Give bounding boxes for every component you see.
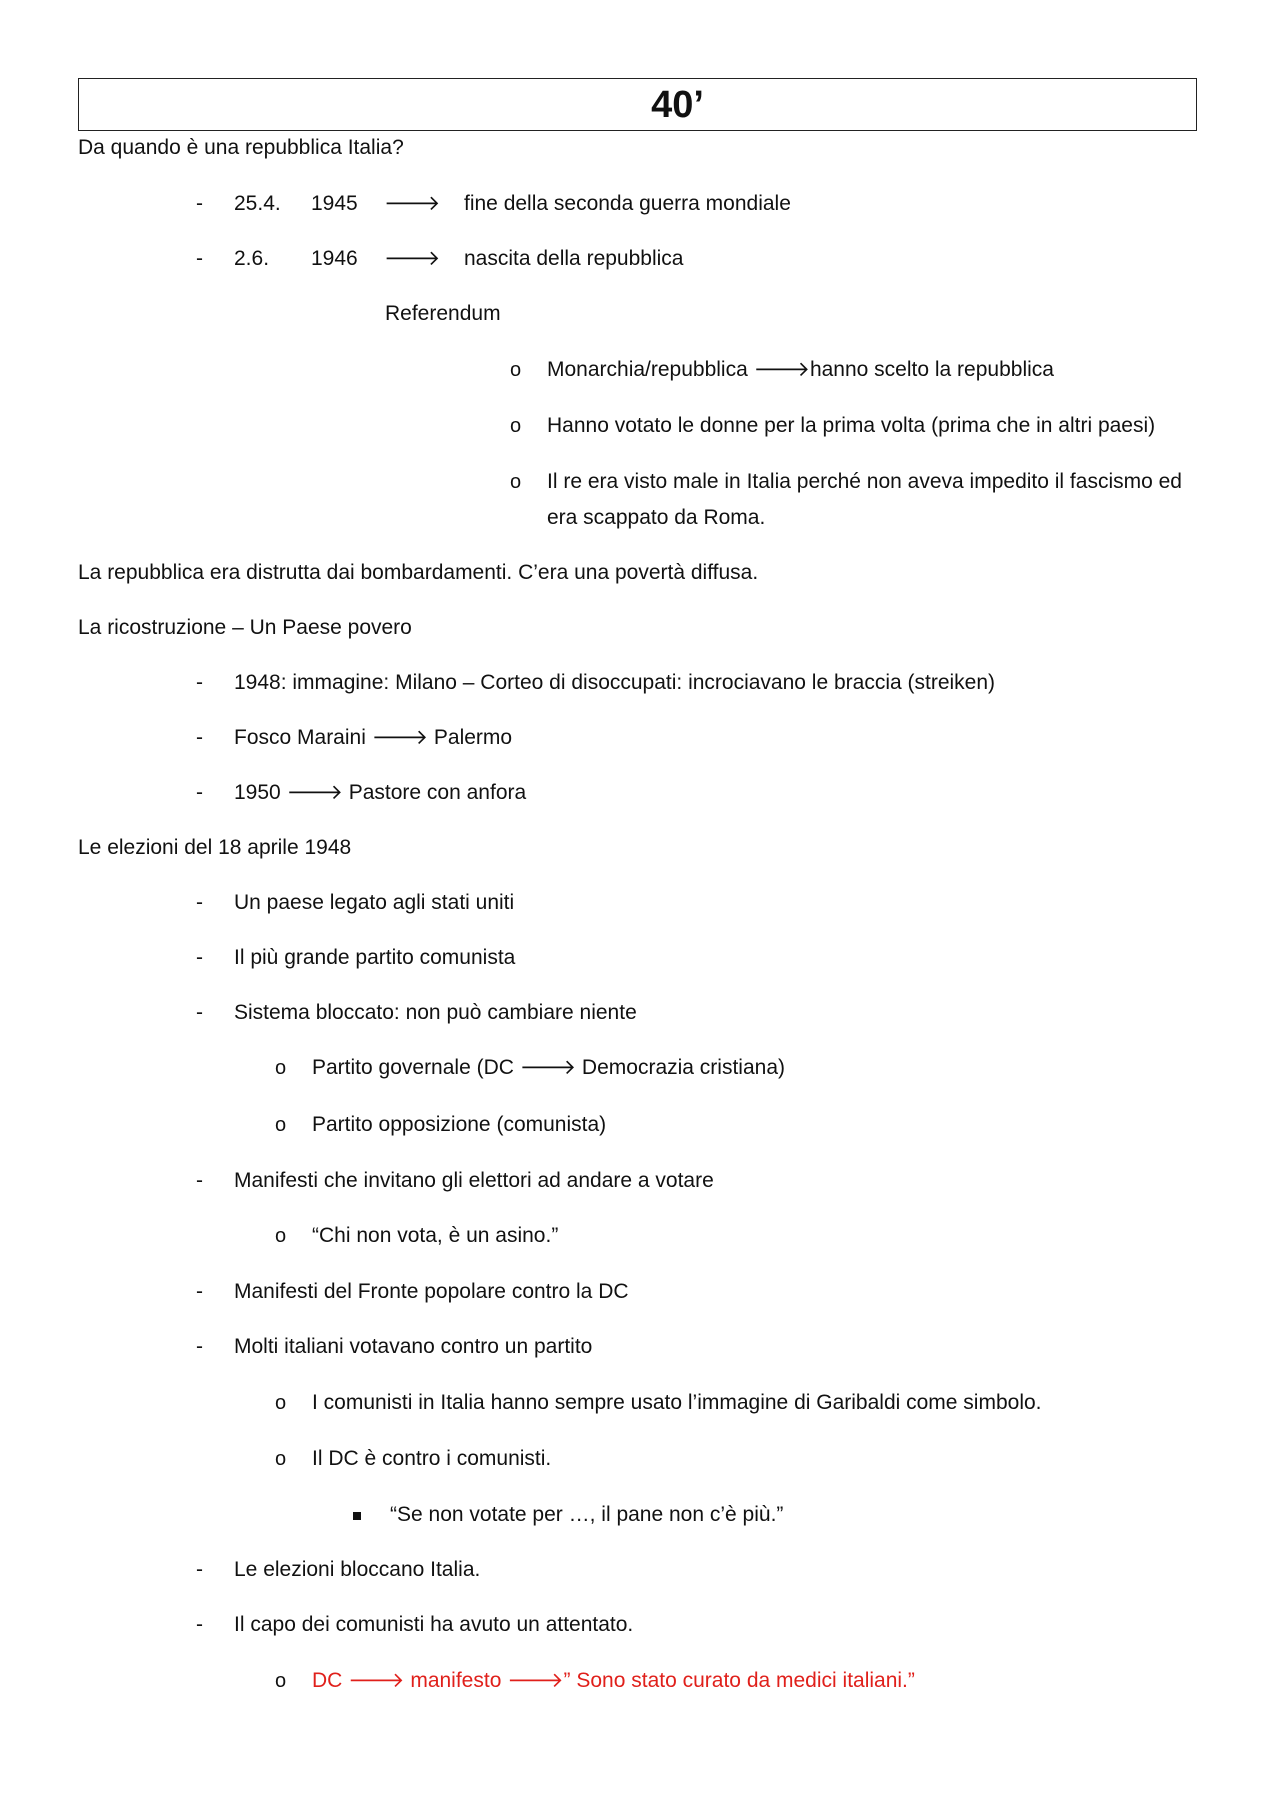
arrow-icon: 🡒 (384, 247, 441, 270)
list-dash: - (196, 671, 203, 694)
list-dash: - (196, 1335, 203, 1358)
arrow-icon: 🡒 (384, 192, 441, 215)
date-year: 1946 (311, 247, 358, 270)
sub-item: I comunisti in Italia hanno sempre usato l’immagine di Garibaldi come simbolo. (312, 1391, 1042, 1414)
referendum-label: Referendum (385, 302, 501, 325)
question-line: Da quando è una repubblica Italia? (78, 136, 404, 159)
list-item: Fosco Maraini 🡒 Palermo (234, 724, 512, 752)
date-text: nascita della repubblica (464, 247, 684, 270)
referendum-item: Monarchia/repubblica 🡒hanno scelto la repubblica (547, 356, 1054, 384)
sub-item-highlight: DC 🡒 manifesto 🡒” Sono stato curato da medici italiani.” (312, 1667, 915, 1695)
sub-sub-item: “Se non votate per …, il pane non c’è più.” (390, 1503, 784, 1526)
sub-item: Il DC è contro i comunisti. (312, 1447, 552, 1470)
paragraph: La repubblica era distrutta dai bombardamenti. C’era una povertà diffusa. (78, 561, 759, 584)
list-item: Il più grande partito comunista (234, 946, 516, 969)
date-day: 25.4. (234, 192, 281, 215)
list-item: Manifesti del Fronte popolare contro la DC (234, 1280, 629, 1303)
section-heading: La ricostruzione – Un Paese povero (78, 616, 412, 639)
bullet-o: o (510, 359, 522, 381)
bullet-o: o (275, 1057, 287, 1079)
bullet-o: o (275, 1225, 287, 1247)
bullet-o: o (275, 1670, 287, 1692)
sub-item: “Chi non vota, è un asino.” (312, 1224, 559, 1247)
arrow-icon: 🡒 (371, 726, 429, 749)
bullet-o: o (275, 1392, 287, 1414)
referendum-item-continued: era scappato da Roma. (547, 506, 766, 529)
list-item: Manifesti che invitano gli elettori ad andare a votare (234, 1169, 714, 1192)
list-dash: - (196, 1001, 203, 1024)
list-dash: - (196, 247, 203, 270)
list-dash: - (196, 946, 203, 969)
arrow-icon: 🡒 (753, 358, 810, 381)
list-dash: - (196, 781, 203, 804)
list-item: Un paese legato agli stati uniti (234, 891, 515, 914)
bullet-o: o (275, 1114, 287, 1136)
list-dash: - (196, 1169, 203, 1192)
list-item: Molti italiani votavano contro un partito (234, 1335, 593, 1358)
date-text: fine della seconda guerra mondiale (464, 192, 791, 215)
page-title: 40’ (78, 78, 1197, 131)
list-dash: - (196, 192, 203, 215)
list-item: Il capo dei comunisti ha avuto un attentato. (234, 1613, 634, 1636)
date-day: 2.6. (234, 247, 270, 270)
bullet-o: o (510, 415, 522, 437)
list-item: 1948: immagine: Milano – Corteo di disoccupati: incrociavano le braccia (streiken) (234, 671, 996, 694)
list-item: 1950 🡒 Pastore con anfora (234, 779, 526, 807)
list-dash: - (196, 1558, 203, 1581)
sub-item: Partito opposizione (comunista) (312, 1113, 607, 1136)
list-dash: - (196, 1280, 203, 1303)
arrow-icon: 🡒 (519, 1056, 577, 1079)
list-dash: - (196, 891, 203, 914)
date-year: 1945 (311, 192, 358, 215)
list-item: Sistema bloccato: non può cambiare niente (234, 1001, 637, 1024)
bullet-o: o (510, 471, 522, 493)
section-heading: Le elezioni del 18 aprile 1948 (78, 836, 352, 859)
bullet-o: o (275, 1448, 287, 1470)
arrow-icon: 🡒 (507, 1669, 564, 1692)
list-dash: - (196, 1613, 203, 1636)
square-bullet-icon (353, 1512, 361, 1520)
arrow-icon: 🡒 (348, 1669, 405, 1692)
list-item: Le elezioni bloccano Italia. (234, 1558, 481, 1581)
list-dash: - (196, 726, 203, 749)
referendum-item: Hanno votato le donne per la prima volta (prima che in altri paesi) (547, 414, 1156, 437)
referendum-item: Il re era visto male in Italia perché non aveva impedito il fascismo ed (547, 470, 1182, 493)
sub-item: Partito governale (DC 🡒 Democrazia cristiana) (312, 1054, 785, 1082)
arrow-icon: 🡒 (286, 781, 343, 804)
